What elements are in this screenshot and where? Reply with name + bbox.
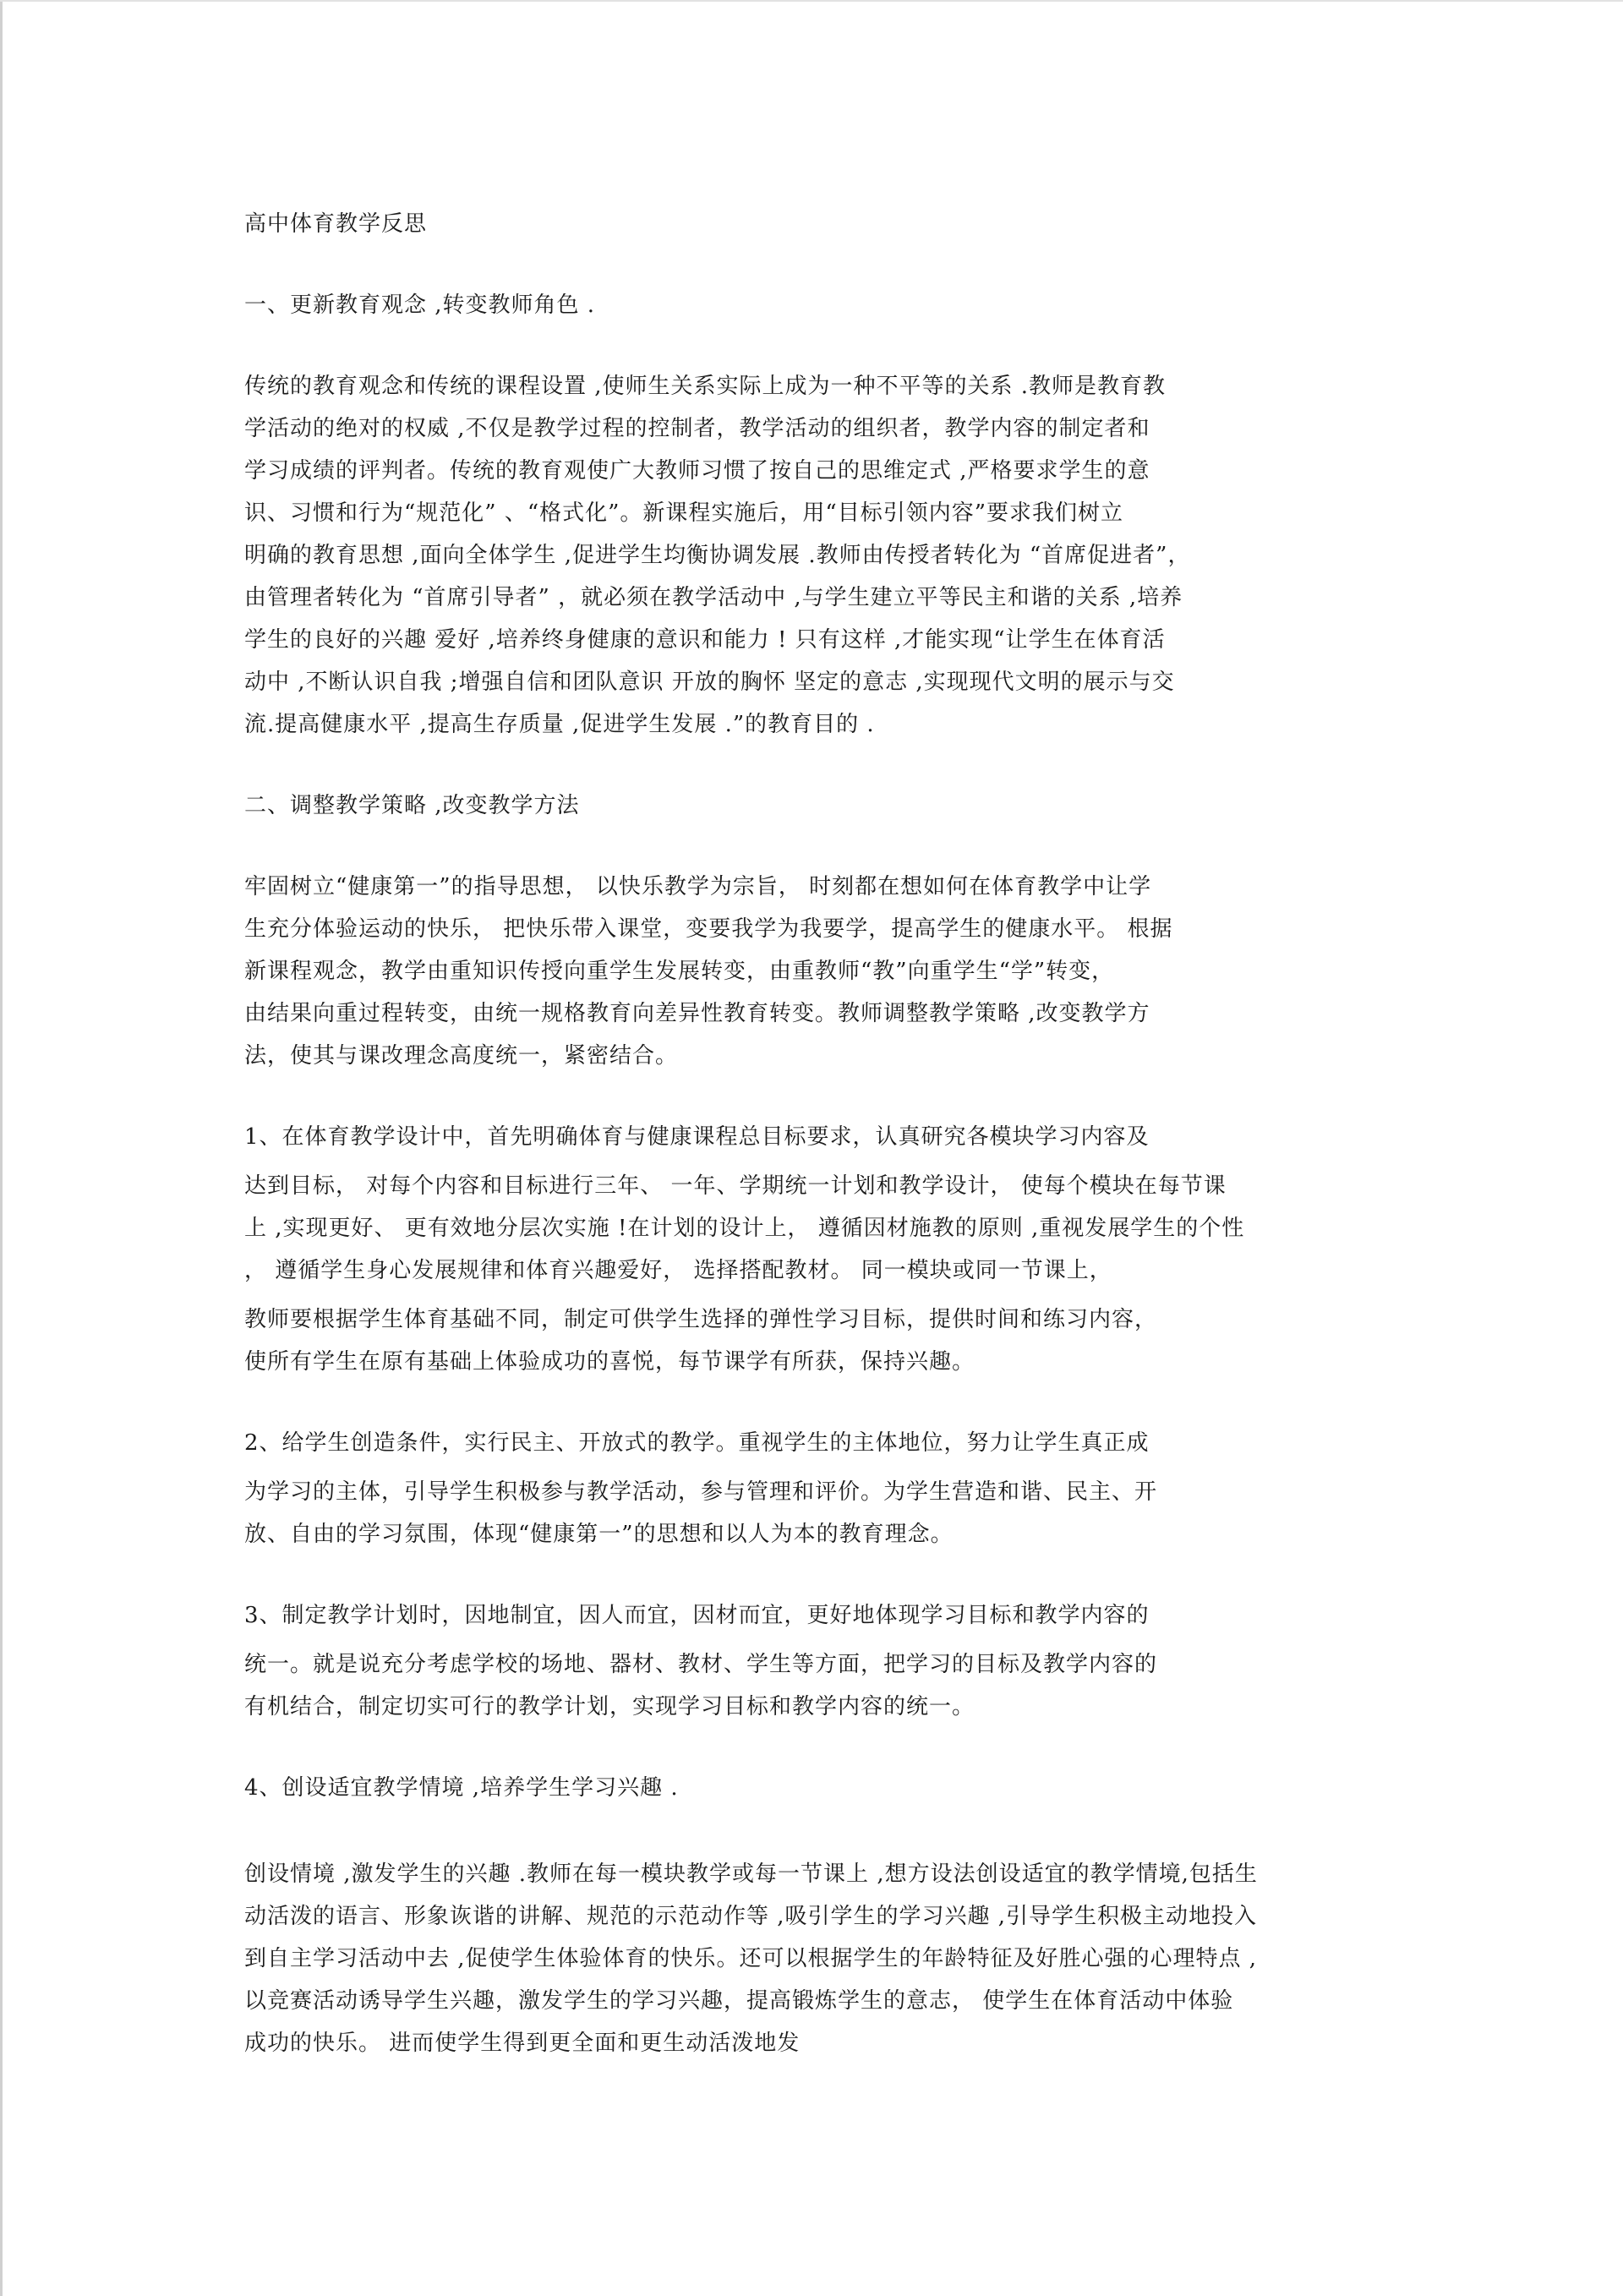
point-2-paragraph [244,1422,1381,1555]
paragraph-line: 流.提高健康水平 ,提高生存质量 ,促进学生发展 .”的教育目的 . [244,712,875,737]
paragraph-line: 1、在体育教学设计中，首先明确体育与健康课程总目标要求，认真研究各模块学习内容及 [244,1124,1150,1150]
paragraph-line: 学生的良好的兴趣 爱好 ,培养终身健康的意识和能力 ! 只有这样 ,才能实现“让学生在体育活 [244,627,1166,653]
point-4-paragraph [244,1853,1381,2064]
paragraph-line: 教师要根据学生体育基础不同，制定可供学生选择的弹性学习目标，提供时间和练习内容， [244,1307,1158,1332]
paragraph-line: 使所有学生在原有基础上体验成功的喜悦，每节课学有所获，保持兴趣。 [244,1349,975,1375]
paragraph-line: 动活泼的语言、形象诙谐的讲解、规范的示范动作等 ,吸引学生的学习兴趣 ,引导学生积极主动地投入 [244,1904,1258,1929]
paragraph-line: 动中 ,不断认识自我 ;增强自信和团队意识 开放的胸怀 坚定的意志 ,实现现代文明的展示与交 [244,670,1175,695]
document-body [244,203,1381,2064]
document-title: 高中体育教学反思 [244,211,428,237]
point-3-paragraph [244,1594,1381,1728]
paragraph-line: 放、自由的学习氛围，体现“健康第一”的思想和以人为本的教育理念。 [244,1522,954,1547]
paragraph-line: 传统的教育观念和传统的课程设置 ,使师生关系实际上成为一种不平等的关系 .教师是教育教 [244,374,1167,399]
paragraph-line: 2、给学生创造条件，实行民主、开放式的教学。重视学生的主体地位，努力让学生真正成 [244,1430,1150,1456]
paragraph-line: ， 遵循学生身心发展规律和体育兴趣爱好， 选择搭配教材。 同一模块或同一节课上， [244,1258,1112,1283]
paragraph-line: 创设情境 ,激发学生的兴趣 .教师在每一模块教学或每一节课上 ,想方设法创设适宜的教学情境,包括生 [244,1861,1258,1887]
point-1-paragraph [244,1116,1381,1383]
paragraph-line: 法，使其与课改理念高度统一，紧密结合。 [244,1043,679,1069]
paragraph-line: 牢固树立“健康第一”的指导思想， 以快乐教学为宗旨， 时刻都在想如何在体育教学中让学 [244,874,1152,899]
section-2-paragraph [244,866,1381,1077]
paragraph-line: 学活动的绝对的权威 ,不仅是教学过程的控制者，教学活动的组织者，教学内容的制定者和 [244,416,1150,441]
point-4-heading: 4、创设适宜教学情境 ,培养学生学习兴趣 . [244,1775,679,1801]
paragraph-line: 3、制定教学计划时，因地制宜，因人而宜，因材而宜，更好地体现学习目标和教学内容的 [244,1603,1150,1628]
paragraph-line: 以竞赛活动诱导学生兴趣，激发学生的学习兴趣，提高锻炼学生的意志， 使学生在体育活动中体验 [244,1988,1234,2014]
paragraph-line: 上 ,实现更好、 更有效地分层次实施 !在计划的设计上， 遵循因材施教的原则 ,重视发展学生的个性 [244,1216,1245,1241]
paragraph-line: 由管理者转化为 “首席引导者” ，就必须在教学活动中 ,与学生建立平等民主和谐的关系 ,培养 [244,585,1183,610]
paragraph-line: 明确的教育思想 ,面向全体学生 ,促进学生均衡协调发展 .教师由传授者转化为 “首席促进者”， [244,543,1191,568]
section-1-heading: 一、更新教育观念 ,转变教师角色 . [244,292,596,318]
paragraph-line: 由结果向重过程转变，由统一规格教育向差异性教育转变。教师调整教学策略 ,改变教学方 [244,1001,1150,1026]
paragraph-line: 为学习的主体，引导学生积极参与教学活动，参与管理和评价。为学生营造和谐、民主、开 [244,1479,1158,1505]
paragraph-line: 达到目标， 对每个内容和目标进行三年、 一年、学期统一计划和教学设计， 使每个模块在每节课 [244,1173,1227,1199]
page-border-left [0,0,3,2296]
paragraph-line: 学习成绩的评判者。传统的教育观使广大教师习惯了按自己的思维定式 ,严格要求学生的意 [244,458,1150,484]
page-border-top [0,0,1623,2]
paragraph-line: 生充分体验运动的快乐， 把快乐带入课堂，变要我学为我要学，提高学生的健康水平。 根据 [244,916,1173,942]
paragraph-line: 有机结合，制定切实可行的教学计划，实现学习目标和教学内容的统一。 [244,1694,975,1719]
paragraph-line: 新课程观念，教学由重知识传授向重学生发展转变，由重教师“教”向重学生“学”转变， [244,959,1115,984]
paragraph-line: 识、习惯和行为“规范化” 、“格式化”。新课程实施后，用“目标引领内容”要求我们树立 [244,500,1124,526]
paragraph-line: 统一。就是说充分考虑学校的场地、器材、教材、学生等方面，把学习的目标及教学内容的 [244,1652,1158,1677]
section-1-paragraph [244,365,1381,746]
section-2-heading: 二、调整教学策略 ,改变教学方法 [244,793,580,818]
paragraph-line: 到自主学习活动中去 ,促使学生体验体育的快乐。还可以根据学生的年龄特征及好胜心强的心理特点 , [244,1946,1258,1971]
paragraph-line: 成功的快乐。 进而使学生得到更全面和更生动活泼地发 [244,2031,801,2056]
